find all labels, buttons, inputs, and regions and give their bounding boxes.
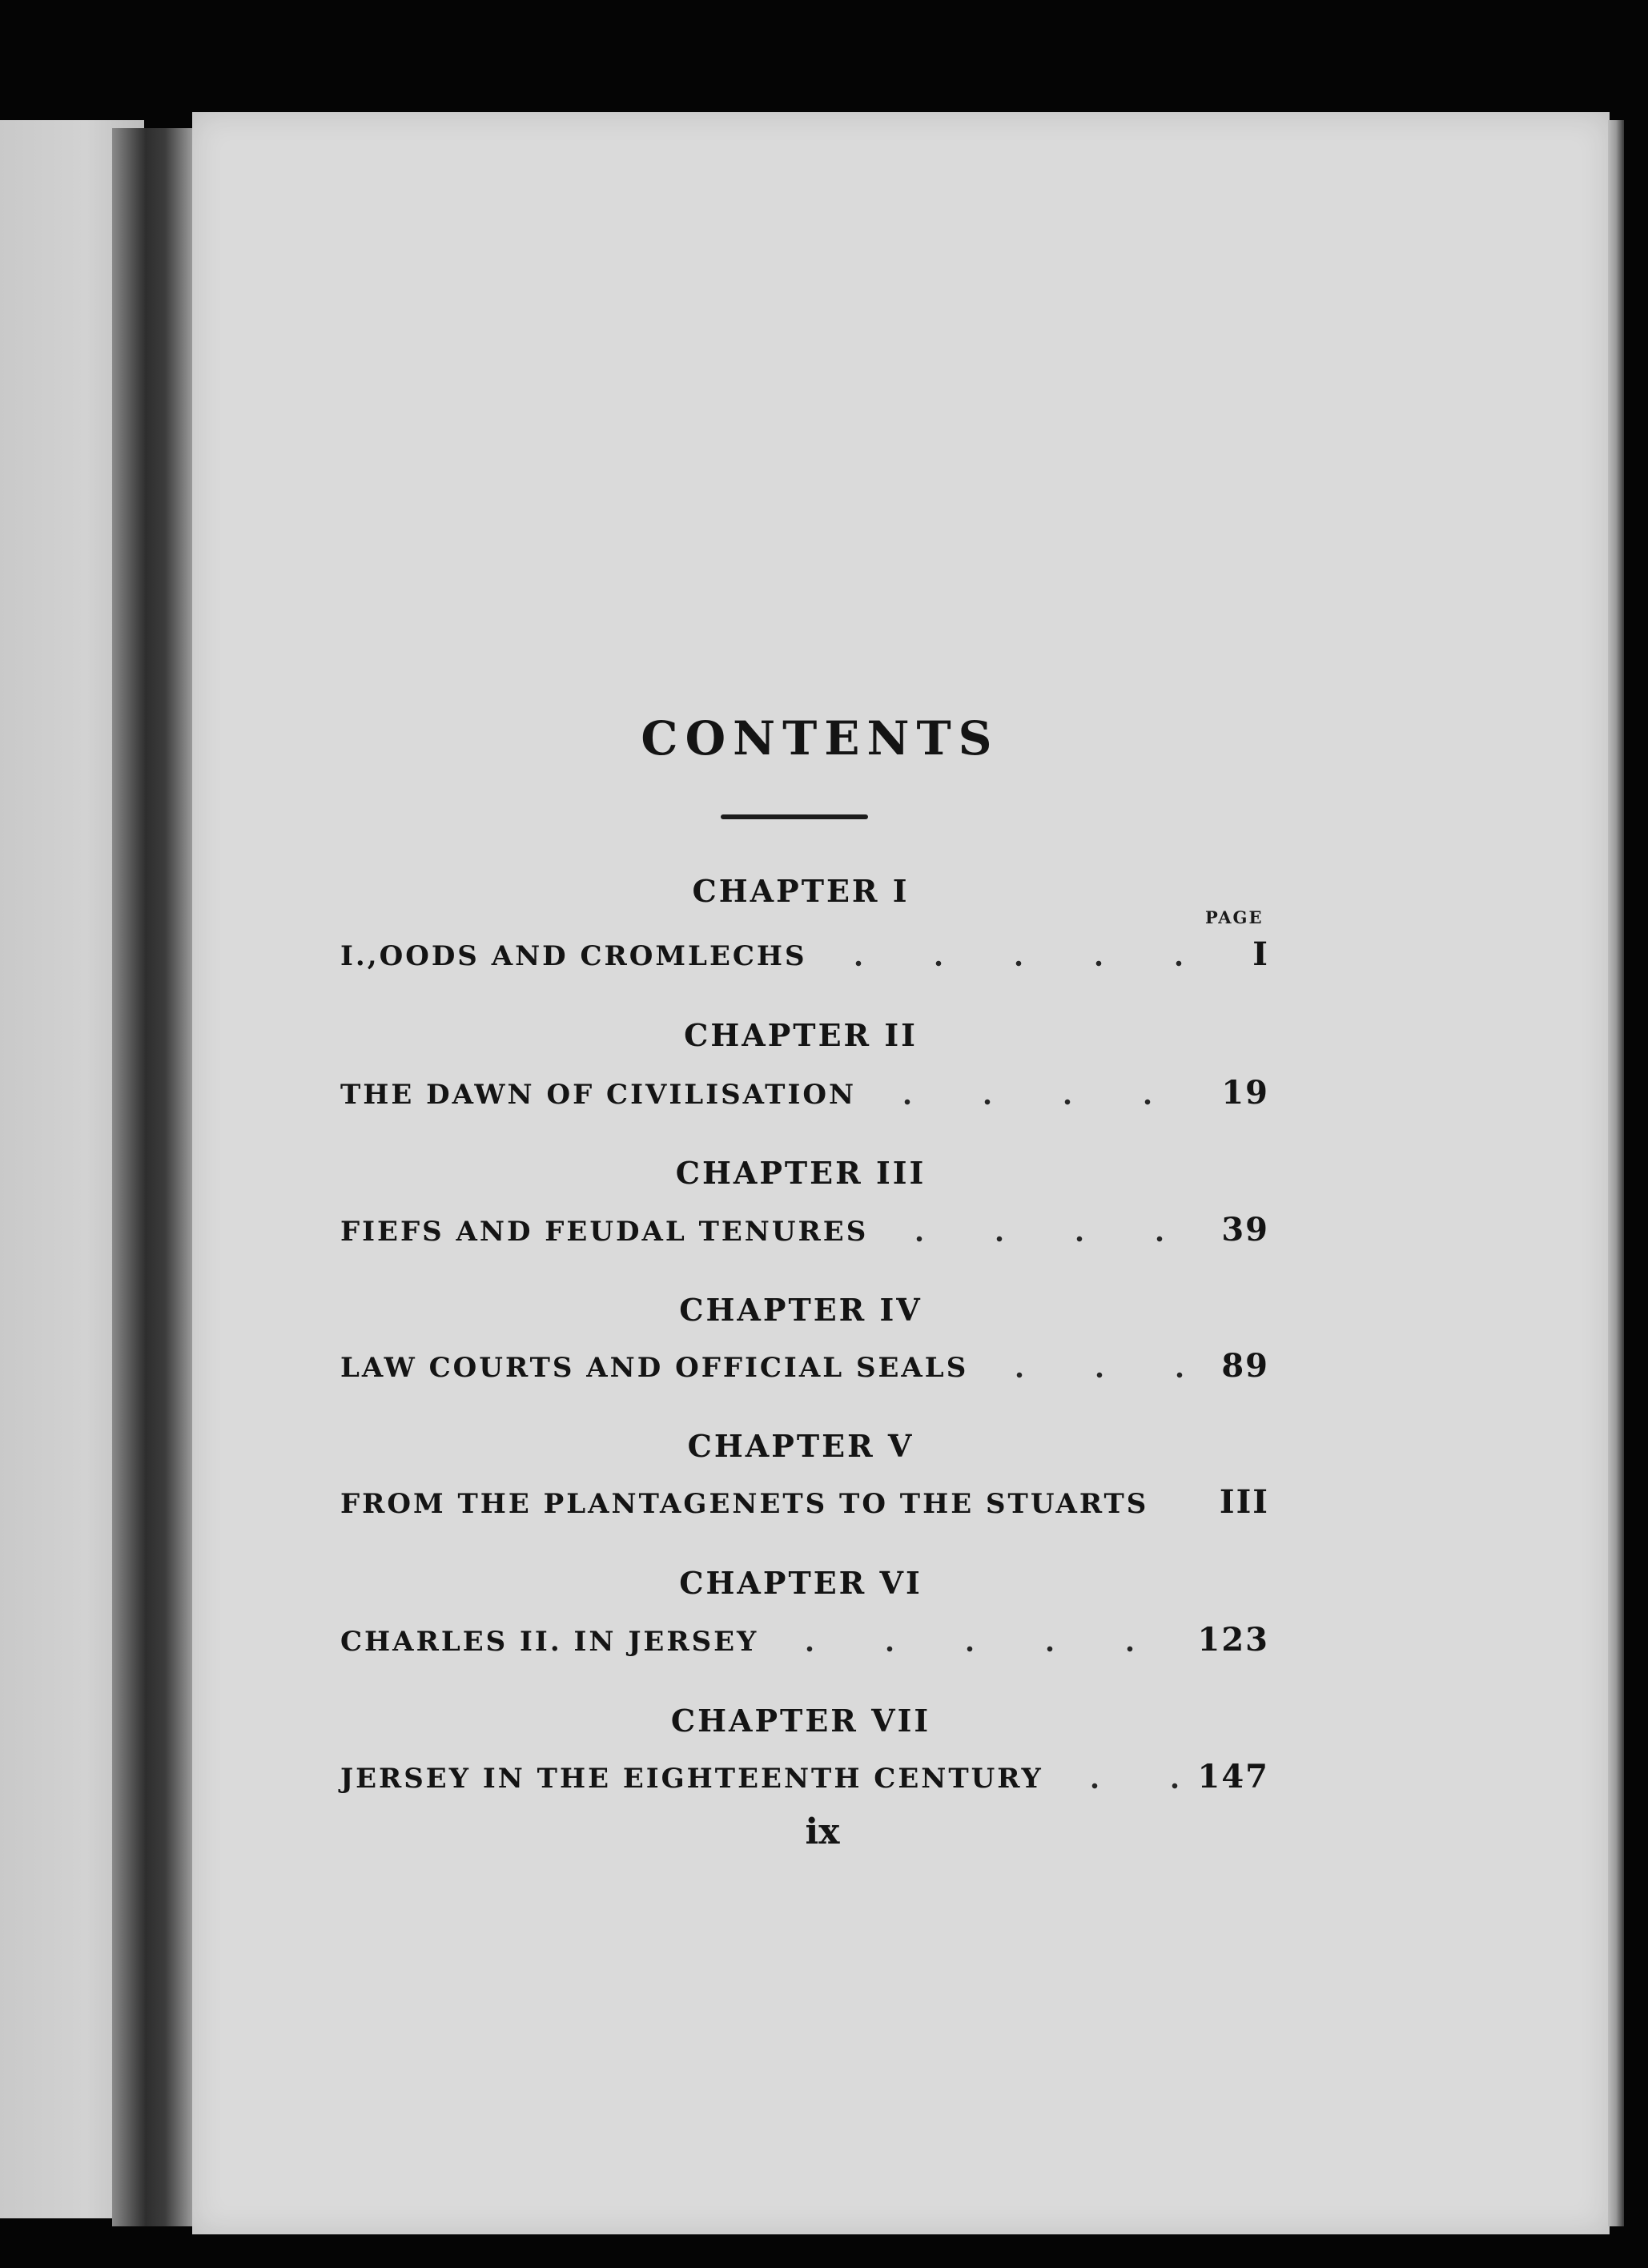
chapter-heading: CHAPTER VII xyxy=(670,1703,931,1739)
toc-entry-page: 123 xyxy=(1197,1621,1269,1659)
toc-entry[interactable] xyxy=(340,1758,1269,1798)
toc-entry-page: I xyxy=(1252,935,1269,973)
toc-entry-page: 39 xyxy=(1221,1211,1269,1249)
page-folio: ix xyxy=(805,1812,840,1852)
dot-leader xyxy=(867,1099,1194,1105)
toc-entry-page: 19 xyxy=(1221,1074,1269,1112)
toc-entry-title: LAW COURTS AND OFFICIAL SEALS xyxy=(340,1352,969,1384)
title-rule xyxy=(721,814,868,819)
chapter-heading: CHAPTER IV xyxy=(679,1292,922,1328)
toc-entry-page: 89 xyxy=(1221,1347,1269,1385)
toc-entry[interactable] xyxy=(340,1074,1269,1114)
chapter-heading: CHAPTER VI xyxy=(679,1565,922,1601)
toc-entry[interactable] xyxy=(340,1621,1269,1661)
chapter-heading: CHAPTER V xyxy=(687,1428,914,1464)
toc-entry[interactable] xyxy=(340,935,1269,975)
toc-entry-title: THE DAWN OF CIVILISATION xyxy=(340,1079,857,1111)
dot-leader xyxy=(770,1646,1186,1652)
chapter-heading: CHAPTER II xyxy=(684,1017,918,1053)
toc-entry-title: FROM THE PLANTAGENETS TO THE STUARTS xyxy=(340,1488,1149,1520)
dot-leader xyxy=(879,1236,1194,1242)
toc-entry-title: JERSEY IN THE EIGHTEENTH CENTURY xyxy=(340,1763,1043,1795)
toc-entry-title: CHARLES II. IN JERSEY xyxy=(340,1626,759,1658)
toc-entry-title: I.,OODS AND CROMLECHS xyxy=(340,940,807,972)
dot-leader xyxy=(979,1372,1194,1378)
toc-entry[interactable] xyxy=(340,1483,1269,1523)
toc-entry[interactable] xyxy=(340,1211,1269,1251)
page-edge xyxy=(1608,120,1624,2226)
dot-leader xyxy=(1055,1783,1187,1789)
toc-entry-page: 147 xyxy=(1197,1758,1269,1796)
chapter-heading: CHAPTER I xyxy=(692,873,910,909)
toc-entry-page: III xyxy=(1219,1483,1269,1521)
chapter-heading: CHAPTER III xyxy=(675,1155,926,1191)
toc-entry[interactable] xyxy=(340,1347,1269,1387)
page-title: CONTENTS xyxy=(641,711,999,766)
dot-leader xyxy=(1160,1508,1194,1514)
page-column-label: PAGE xyxy=(1205,907,1264,927)
toc-entry-title: FIEFS AND FEUDAL TENURES xyxy=(340,1216,869,1248)
dot-leader xyxy=(818,960,1194,967)
